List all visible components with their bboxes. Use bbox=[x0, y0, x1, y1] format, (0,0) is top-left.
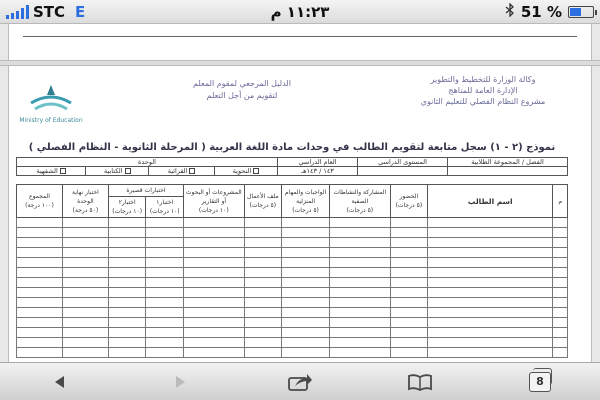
table-cell bbox=[282, 338, 330, 348]
table-cell bbox=[282, 288, 330, 298]
bookmarks-button[interactable] bbox=[400, 367, 440, 397]
document-header bbox=[16, 72, 568, 138]
table-cell bbox=[428, 348, 553, 358]
table-cell bbox=[390, 258, 428, 268]
header-points: (٥ درجات) bbox=[346, 206, 374, 214]
col-portfolio bbox=[244, 185, 282, 218]
table-cell bbox=[553, 338, 568, 348]
table-cell bbox=[330, 278, 391, 288]
header-line: مشروع النظام الفصلي للتعليم الثانوي bbox=[420, 97, 546, 106]
unit-label: الوحدة bbox=[17, 158, 278, 167]
table-cell bbox=[244, 248, 282, 258]
header-line: لتقويم من أجل التعلم bbox=[206, 91, 278, 100]
table-cell bbox=[184, 298, 245, 308]
col-quiz2 bbox=[108, 197, 146, 218]
table-cell bbox=[428, 228, 553, 238]
checkbox-icon bbox=[189, 168, 195, 174]
table-cell bbox=[17, 338, 63, 348]
table-cell bbox=[62, 228, 108, 238]
table-row bbox=[17, 308, 568, 318]
table-cell bbox=[282, 248, 330, 258]
table-cell bbox=[282, 328, 330, 338]
table-cell bbox=[108, 218, 146, 228]
unit-option bbox=[149, 167, 215, 176]
table-cell bbox=[244, 318, 282, 328]
table-cell bbox=[390, 248, 428, 258]
header-points: (٥ درجات) bbox=[292, 206, 319, 214]
table-cell bbox=[330, 268, 391, 278]
header-points: (٥ درجات) bbox=[395, 202, 423, 209]
table-cell bbox=[17, 268, 63, 278]
table-cell bbox=[390, 278, 428, 288]
table-cell bbox=[390, 338, 428, 348]
info-table bbox=[16, 157, 568, 176]
table-cell bbox=[17, 288, 63, 298]
table-cell bbox=[108, 328, 146, 338]
table-cell bbox=[282, 278, 330, 288]
table-cell bbox=[62, 288, 108, 298]
checkbox-icon bbox=[125, 168, 131, 174]
table-cell bbox=[330, 228, 391, 238]
back-arrow-icon bbox=[52, 374, 68, 390]
table-cell bbox=[553, 308, 568, 318]
logo-caption: Ministry of Education bbox=[19, 116, 83, 124]
table-cell bbox=[553, 258, 568, 268]
table-cell bbox=[282, 258, 330, 268]
table-cell bbox=[17, 258, 63, 268]
table-cell bbox=[390, 218, 428, 228]
table-cell bbox=[146, 318, 184, 328]
form-title: نموذج (٢ - ١) سجل متابعة لتقويم الطالب في وحدات مادة اللغة العربية ( المرحلة الثانوية - النظام الفصلي ) bbox=[28, 142, 556, 153]
level-value bbox=[358, 167, 448, 176]
table-cell bbox=[146, 338, 184, 348]
table-cell bbox=[108, 258, 146, 268]
table-cell bbox=[146, 348, 184, 358]
table-cell bbox=[62, 298, 108, 308]
header-label: المشروعات أو البحوث أو التقارير bbox=[185, 188, 242, 205]
table-cell bbox=[184, 248, 245, 258]
table-cell bbox=[62, 248, 108, 258]
table-cell bbox=[428, 288, 553, 298]
table-cell bbox=[282, 268, 330, 278]
table-cell bbox=[62, 328, 108, 338]
table-cell bbox=[390, 228, 428, 238]
table-cell bbox=[428, 268, 553, 278]
col-total bbox=[17, 185, 63, 218]
table-cell bbox=[244, 328, 282, 338]
table-cell bbox=[390, 328, 428, 338]
unit-option-label: القرائية bbox=[167, 167, 188, 175]
header-points: (١٠ درجات) bbox=[198, 206, 229, 214]
table-cell bbox=[428, 258, 553, 268]
table-cell bbox=[553, 248, 568, 258]
checkbox-icon bbox=[253, 168, 259, 174]
table-cell bbox=[282, 348, 330, 358]
table-row bbox=[17, 338, 568, 348]
table-cell bbox=[330, 288, 391, 298]
table-cell bbox=[330, 298, 391, 308]
share-button[interactable] bbox=[280, 367, 320, 397]
page-rule bbox=[23, 36, 577, 37]
table-cell bbox=[146, 218, 184, 228]
header-line: الإدارة العامة للمناهج bbox=[448, 86, 518, 95]
table-cell bbox=[62, 268, 108, 278]
col-quizzes: اختبارات قصيرة bbox=[108, 185, 183, 197]
grades-table bbox=[16, 184, 568, 358]
table-cell bbox=[330, 248, 391, 258]
col-student-name: اسم الطالب bbox=[428, 185, 553, 218]
table-cell bbox=[330, 328, 391, 338]
header-label: المشاركة والنشاطات الصفية bbox=[333, 188, 387, 205]
table-row bbox=[17, 278, 568, 288]
table-cell bbox=[146, 238, 184, 248]
table-cell bbox=[62, 258, 108, 268]
checkbox-icon bbox=[60, 168, 66, 174]
table-cell bbox=[17, 278, 63, 288]
table-cell bbox=[428, 218, 553, 228]
table-cell bbox=[146, 288, 184, 298]
clock: ١١:٢٣ م bbox=[270, 2, 330, 21]
table-cell bbox=[108, 318, 146, 328]
document-content bbox=[16, 72, 568, 358]
table-row bbox=[17, 238, 568, 248]
header-label: ملف الأعمال bbox=[246, 193, 279, 200]
table-row bbox=[17, 348, 568, 358]
header-line: وكالة الوزارة للتخطيط والتطوير bbox=[430, 75, 536, 84]
header-label: اختبار٢ bbox=[118, 199, 136, 206]
table-cell bbox=[62, 278, 108, 288]
table-cell bbox=[330, 308, 391, 318]
table-cell bbox=[146, 248, 184, 258]
ministry-logo bbox=[16, 72, 86, 132]
header-label: اختبار نهاية الوحدة bbox=[72, 188, 99, 205]
year-label: العام الدراسي bbox=[278, 158, 358, 167]
table-cell bbox=[108, 248, 146, 258]
table-cell bbox=[553, 278, 568, 288]
table-cell bbox=[184, 268, 245, 278]
table-row bbox=[17, 298, 568, 308]
table-cell bbox=[282, 298, 330, 308]
level-label: المستوى الدراسي bbox=[358, 158, 448, 167]
table-cell bbox=[244, 348, 282, 358]
table-cell bbox=[17, 308, 63, 318]
back-button[interactable] bbox=[40, 367, 80, 397]
tabs-count: 8 bbox=[529, 372, 551, 392]
table-cell bbox=[390, 268, 428, 278]
unit-option-label: الشفهية bbox=[36, 167, 58, 175]
header-label: الحضور bbox=[399, 193, 419, 200]
table-cell bbox=[330, 318, 391, 328]
table-cell bbox=[390, 298, 428, 308]
bookmarks-icon bbox=[407, 372, 433, 392]
table-cell bbox=[553, 298, 568, 308]
table-cell bbox=[330, 338, 391, 348]
signal-strength-icon bbox=[6, 5, 29, 19]
table-cell bbox=[184, 308, 245, 318]
header-line: الدليل المرجعي لمقوم المعلم bbox=[193, 79, 291, 88]
share-icon bbox=[287, 372, 313, 392]
table-cell bbox=[244, 278, 282, 288]
table-cell bbox=[17, 298, 63, 308]
table-cell bbox=[428, 298, 553, 308]
table-cell bbox=[244, 308, 282, 318]
table-cell bbox=[553, 218, 568, 228]
table-cell bbox=[553, 318, 568, 328]
table-cell bbox=[62, 308, 108, 318]
grades-body bbox=[17, 218, 568, 358]
table-cell bbox=[184, 338, 245, 348]
header-points: (١٠ درجات) bbox=[112, 208, 143, 215]
table-cell bbox=[428, 328, 553, 338]
table-cell bbox=[428, 238, 553, 248]
table-cell bbox=[108, 348, 146, 358]
table-cell bbox=[390, 318, 428, 328]
ministry-logo-icon bbox=[27, 81, 75, 115]
table-cell bbox=[553, 328, 568, 338]
table-row bbox=[17, 328, 568, 338]
header-label: المجموع bbox=[28, 193, 50, 200]
table-cell bbox=[108, 268, 146, 278]
table-row bbox=[17, 268, 568, 278]
table-cell bbox=[282, 238, 330, 248]
unit-option bbox=[86, 167, 149, 176]
table-cell bbox=[62, 338, 108, 348]
browser-toolbar bbox=[0, 362, 600, 400]
header-agency bbox=[398, 72, 568, 107]
table-cell bbox=[244, 238, 282, 248]
header-points: (٥٠ درجة) bbox=[72, 206, 99, 214]
table-cell bbox=[108, 288, 146, 298]
table-row bbox=[17, 288, 568, 298]
table-cell bbox=[428, 248, 553, 258]
table-cell bbox=[184, 218, 245, 228]
header-label: اختبار١ bbox=[156, 199, 174, 206]
unit-option-label: النحوية bbox=[232, 167, 252, 175]
class-value bbox=[448, 167, 568, 176]
table-cell bbox=[108, 228, 146, 238]
table-cell bbox=[282, 308, 330, 318]
bluetooth-icon bbox=[505, 3, 515, 21]
table-cell bbox=[17, 248, 63, 258]
table-cell bbox=[428, 278, 553, 288]
forward-arrow-icon bbox=[172, 374, 188, 390]
table-cell bbox=[553, 238, 568, 248]
header-points: (١٠ درجات) bbox=[149, 208, 180, 215]
table-row bbox=[17, 228, 568, 238]
table-cell bbox=[244, 258, 282, 268]
table-cell bbox=[146, 258, 184, 268]
document-viewer[interactable] bbox=[0, 24, 600, 362]
table-row bbox=[17, 258, 568, 268]
table-cell bbox=[184, 258, 245, 268]
table-cell bbox=[17, 228, 63, 238]
table-cell bbox=[428, 308, 553, 318]
tabs-button[interactable] bbox=[520, 367, 560, 397]
header-points: (١٠٠ درجة) bbox=[25, 202, 54, 209]
table-row bbox=[17, 218, 568, 228]
network-type: E bbox=[75, 2, 86, 21]
year-value: ١٤٣ / ١٤٣هـ bbox=[278, 167, 358, 176]
table-cell bbox=[428, 338, 553, 348]
table-cell bbox=[390, 308, 428, 318]
table-cell bbox=[244, 218, 282, 228]
table-cell bbox=[244, 338, 282, 348]
table-cell bbox=[184, 228, 245, 238]
table-cell bbox=[330, 238, 391, 248]
header-guide bbox=[152, 72, 332, 102]
table-cell bbox=[184, 348, 245, 358]
table-cell bbox=[553, 348, 568, 358]
table-cell bbox=[553, 228, 568, 238]
unit-option bbox=[17, 167, 86, 176]
table-cell bbox=[62, 238, 108, 248]
table-cell bbox=[146, 328, 184, 338]
col-homework bbox=[282, 185, 330, 218]
table-cell bbox=[244, 288, 282, 298]
table-cell bbox=[62, 348, 108, 358]
battery-fill bbox=[570, 8, 581, 16]
col-participation bbox=[330, 185, 391, 218]
col-final bbox=[62, 185, 108, 218]
table-cell bbox=[17, 238, 63, 248]
table-cell bbox=[553, 268, 568, 278]
table-cell bbox=[146, 298, 184, 308]
table-cell bbox=[108, 308, 146, 318]
table-cell bbox=[146, 268, 184, 278]
table-cell bbox=[282, 228, 330, 238]
col-attendance bbox=[390, 185, 428, 218]
table-cell bbox=[553, 288, 568, 298]
battery-percent: 51 % bbox=[520, 2, 562, 21]
table-cell bbox=[146, 278, 184, 288]
table-cell bbox=[17, 328, 63, 338]
table-cell bbox=[282, 318, 330, 328]
battery-icon bbox=[568, 6, 594, 18]
col-quiz1 bbox=[146, 197, 184, 218]
header-label: الواجبات والمهام المنزلية bbox=[284, 188, 327, 205]
table-cell bbox=[62, 218, 108, 228]
table-cell bbox=[108, 338, 146, 348]
table-cell bbox=[184, 318, 245, 328]
table-cell bbox=[108, 298, 146, 308]
table-cell bbox=[184, 328, 245, 338]
table-cell bbox=[330, 218, 391, 228]
carrier-info bbox=[6, 3, 85, 21]
table-row bbox=[17, 318, 568, 328]
table-cell bbox=[17, 318, 63, 328]
class-label: الفصل / المجموعة الطلابية bbox=[448, 158, 568, 167]
table-cell bbox=[390, 288, 428, 298]
table-cell bbox=[108, 238, 146, 248]
table-cell bbox=[244, 268, 282, 278]
table-cell bbox=[184, 238, 245, 248]
table-cell bbox=[184, 288, 245, 298]
table-cell bbox=[330, 258, 391, 268]
unit-option bbox=[214, 167, 277, 176]
table-cell bbox=[282, 218, 330, 228]
table-cell bbox=[146, 308, 184, 318]
col-projects bbox=[184, 185, 245, 218]
table-row bbox=[17, 248, 568, 258]
table-cell bbox=[17, 348, 63, 358]
table-cell bbox=[428, 318, 553, 328]
status-bar bbox=[0, 0, 600, 24]
carrier-name: STC bbox=[33, 2, 66, 21]
table-cell bbox=[390, 238, 428, 248]
table-cell bbox=[108, 278, 146, 288]
table-cell bbox=[330, 348, 391, 358]
table-cell bbox=[244, 228, 282, 238]
forward-button[interactable] bbox=[160, 367, 200, 397]
table-cell bbox=[184, 278, 245, 288]
unit-option-label: الكتابية bbox=[104, 167, 123, 175]
header-points: (٥ درجات) bbox=[249, 202, 277, 209]
table-cell bbox=[62, 318, 108, 328]
table-cell bbox=[146, 228, 184, 238]
table-cell bbox=[17, 218, 63, 228]
table-cell bbox=[244, 298, 282, 308]
table-cell bbox=[390, 348, 428, 358]
col-num: م bbox=[553, 185, 568, 218]
